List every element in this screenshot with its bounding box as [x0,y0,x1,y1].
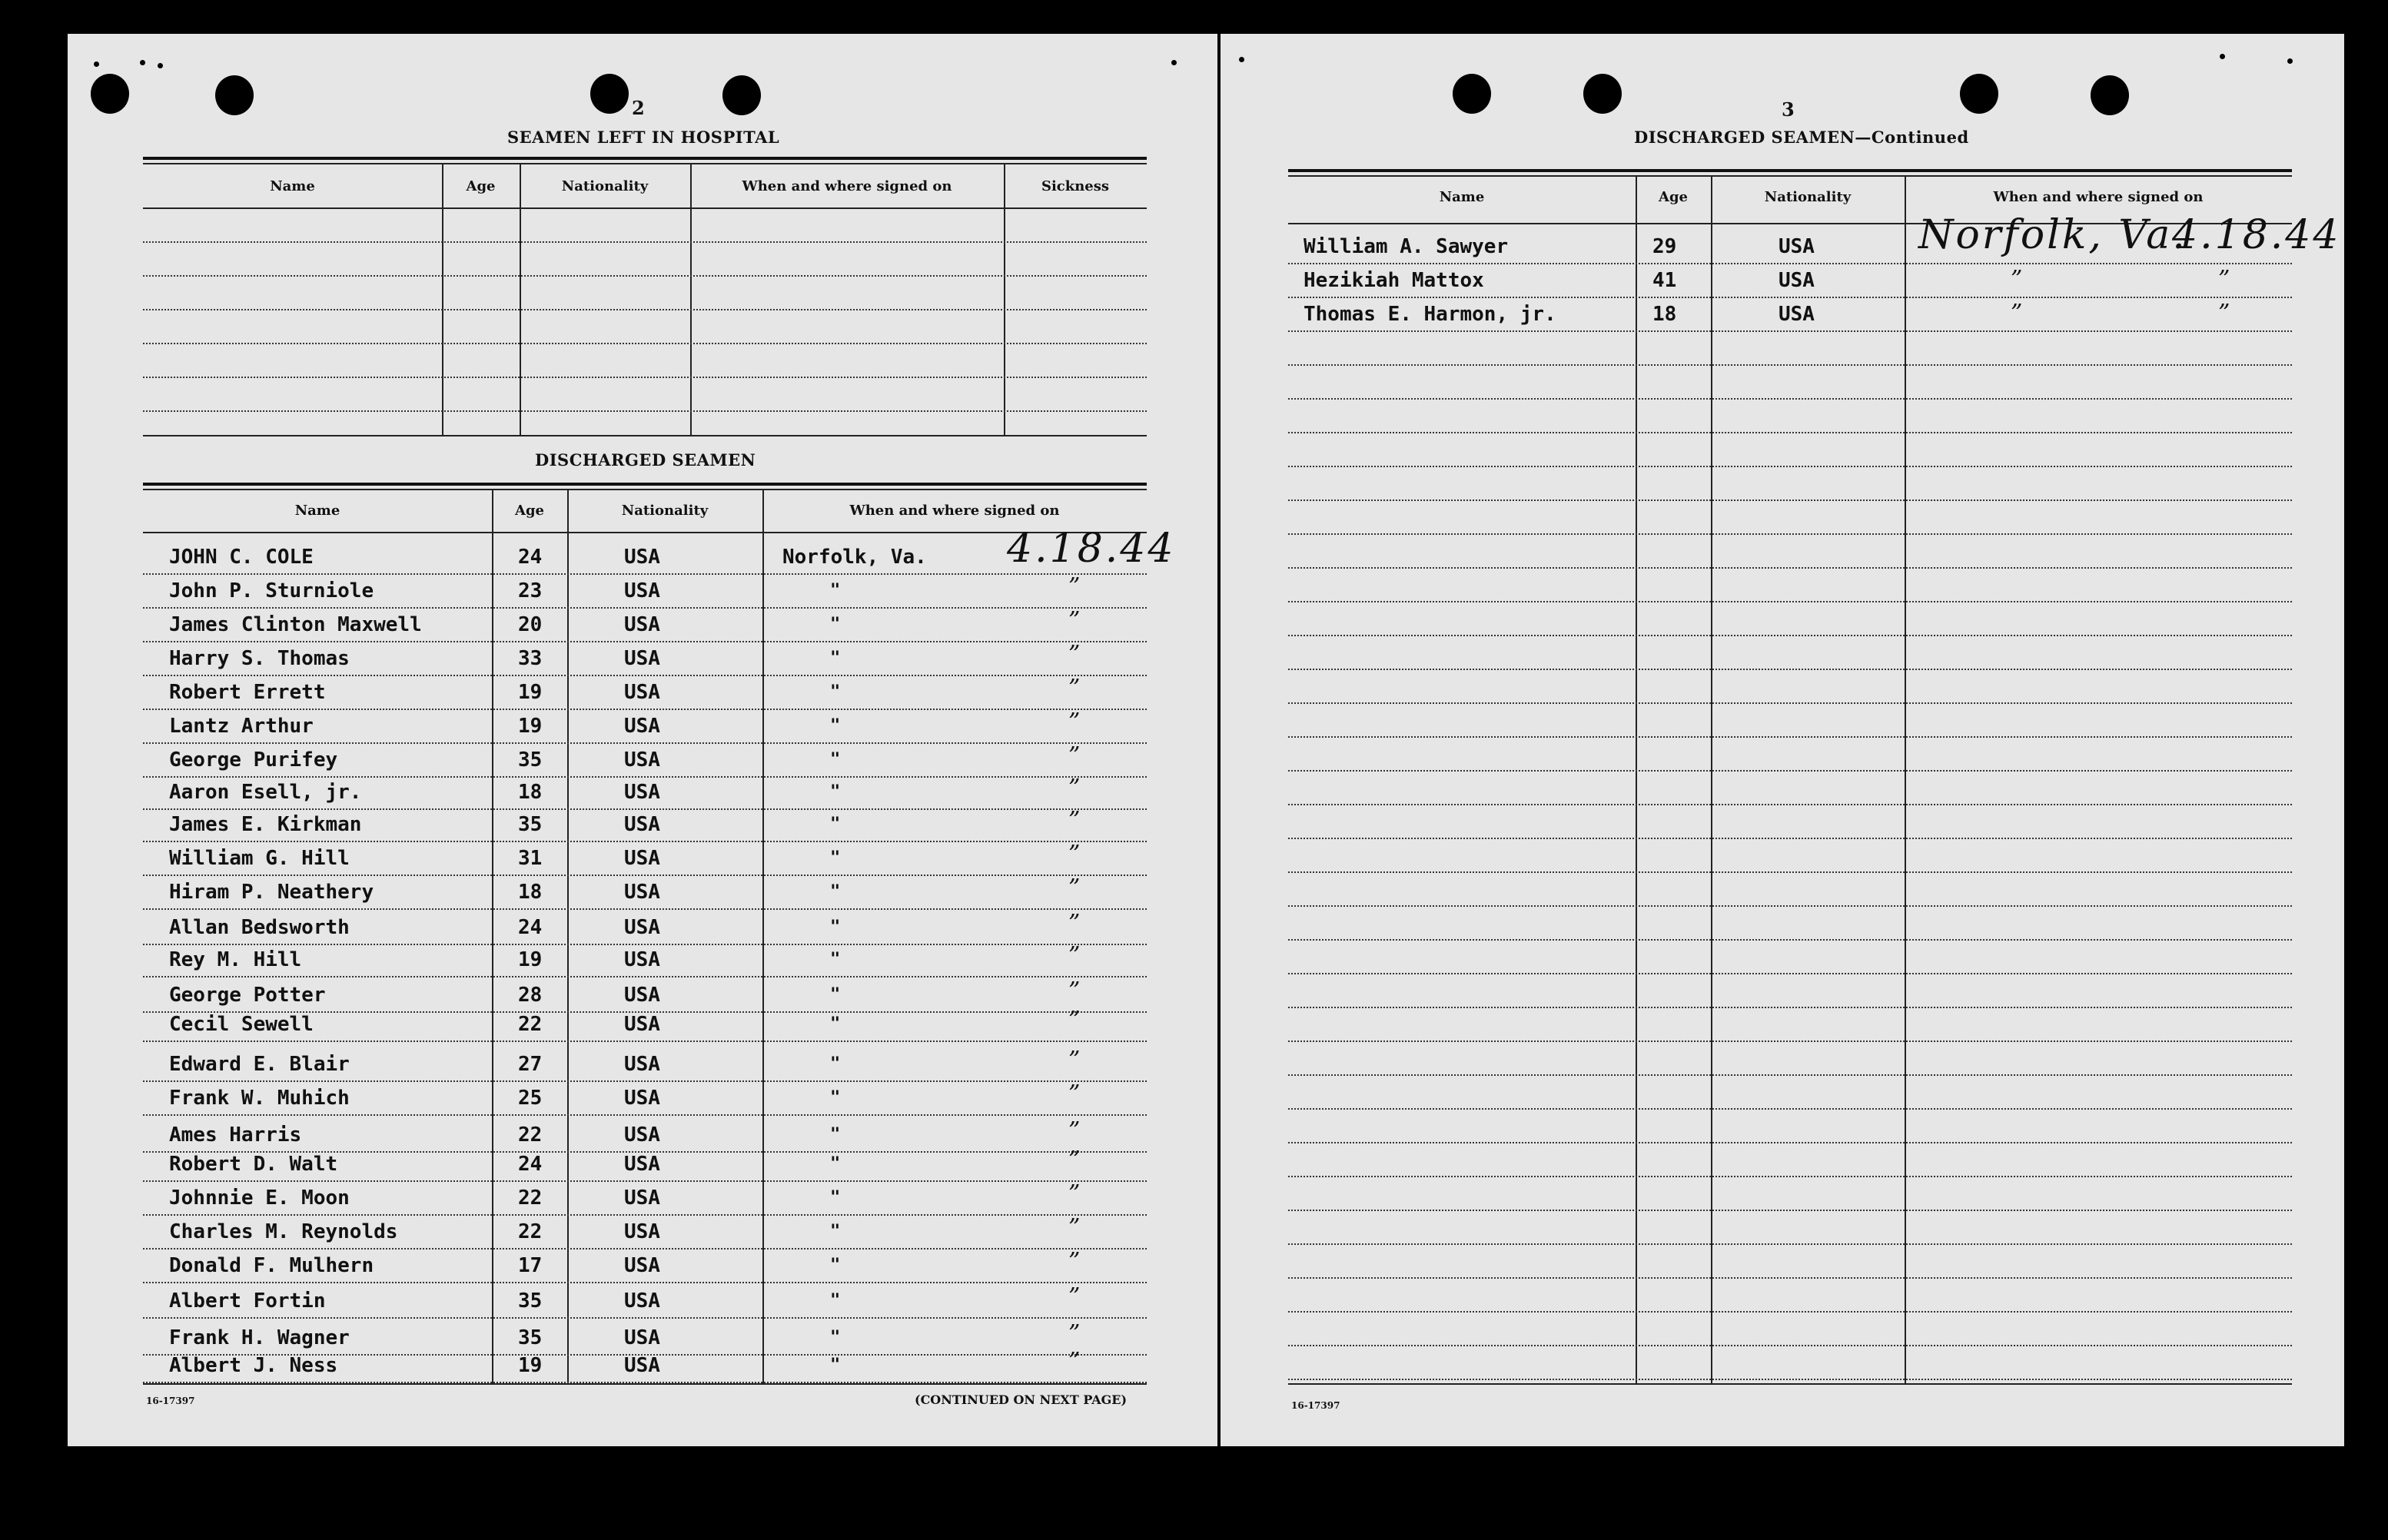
ditto-mark-date: ” [1068,775,1081,802]
seaman-age: 19 [518,948,543,971]
table-rule [143,163,1147,164]
row-rule [1288,263,2292,264]
column-rule [1905,175,1906,1383]
seaman-nationality: USA [1779,235,1815,258]
seaman-name: Allan Bedsworth [169,916,350,939]
seaman-name: Robert D. Walt [169,1153,338,1176]
ditto-mark-date: ” [1068,709,1081,735]
row-rule [143,875,1147,876]
row-rule [1288,1210,2292,1211]
seaman-nationality: USA [624,1123,660,1147]
ditto-mark-place: " [830,815,841,834]
column-header: When and where signed on [1993,189,2204,205]
seaman-name: Robert Errett [169,681,326,704]
seaman-age: 31 [518,847,543,870]
seaman-age: 22 [518,1013,543,1036]
speck [1171,60,1177,65]
row-rule [1288,1379,2292,1380]
ditto-mark-place: ” [2011,266,2023,293]
seaman-name: Cecil Sewell [169,1013,314,1036]
seaman-age: 22 [518,1220,543,1243]
row-rule [1288,702,2292,704]
form-code: 16-17397 [146,1396,195,1406]
seaman-nationality: USA [624,1187,660,1210]
seaman-name: Albert J. Ness [169,1354,338,1377]
discharged-section-title: DISCHARGED SEAMEN [535,450,756,470]
punch-hole [2091,75,2129,115]
seaman-age: 19 [518,681,543,704]
seaman-age: 24 [518,1153,543,1176]
row-rule [1288,364,2292,366]
seaman-name: John P. Sturniole [169,579,374,602]
seaman-age: 29 [1652,235,1677,258]
column-rule [442,163,443,435]
seaman-age: 41 [1652,269,1677,292]
seaman-name: George Purifey [169,748,338,772]
row-rule [143,908,1147,910]
ditto-mark-date: ” [1068,977,1081,1004]
seaman-nationality: USA [624,1289,660,1313]
column-rule [1004,163,1005,435]
punch-hole [590,74,629,114]
row-rule [143,808,1147,810]
seaman-age: 24 [518,546,543,569]
seaman-nationality: USA [624,1013,660,1036]
discharged-continued-title: DISCHARGED SEAMEN—Continued [1634,128,1969,147]
page-number: 3 [1782,98,1795,121]
seaman-age: 19 [518,1354,543,1377]
seaman-name: George Potter [169,984,326,1007]
row-rule [1288,871,2292,873]
seaman-nationality: USA [624,781,660,804]
form-code: 16-17397 [1291,1400,1340,1411]
seaman-age: 35 [518,1289,543,1313]
ditto-mark-date: ” [1068,1180,1081,1207]
row-rule [1288,635,2292,636]
row-rule [1288,736,2292,738]
continued-note: (CONTINUED ON NEXT PAGE) [915,1392,1128,1407]
seaman-name: Thomas E. Harmon, jr. [1304,303,1556,326]
seaman-age: 35 [518,1326,543,1349]
signed-on-date: 4.18.44 [1007,526,1176,572]
ditto-mark-place: " [830,782,841,802]
speck [140,60,145,65]
ditto-mark-date: ” [1068,807,1081,834]
seaman-age: 18 [518,781,543,804]
seaman-nationality: USA [624,1053,660,1076]
seaman-nationality: USA [624,847,660,870]
ditto-mark-place: " [830,1054,841,1074]
ditto-mark-place: " [830,848,841,868]
row-rule [143,776,1147,778]
speck [94,61,99,67]
row-rule [1288,330,2292,332]
table-rule [143,207,1147,209]
ditto-mark-date: ” [1068,641,1081,668]
ditto-mark-place: " [830,1328,841,1347]
seaman-age: 17 [518,1254,543,1277]
ditto-mark-place: " [830,1014,841,1034]
punch-hole [1960,74,1998,114]
row-rule [143,241,1147,243]
seaman-age: 25 [518,1087,543,1110]
seaman-name: William A. Sawyer [1304,235,1509,258]
seaman-nationality: USA [1779,269,1815,292]
row-rule [1288,1074,2292,1076]
seaman-nationality: USA [624,613,660,636]
column-header: Sickness [1041,178,1110,194]
punch-hole [215,75,254,115]
row-rule [143,377,1147,378]
ditto-mark-place: " [830,950,841,969]
row-rule [1288,973,2292,974]
column-rule [520,163,521,435]
seaman-nationality: USA [624,1354,660,1377]
row-rule [1288,669,2292,670]
row-rule [1288,297,2292,298]
row-rule [143,1040,1147,1042]
column-rule [1636,175,1637,1383]
seaman-nationality: USA [624,1326,660,1349]
row-rule [143,1317,1147,1319]
seaman-name: James Clinton Maxwell [169,613,422,636]
seaman-age: 18 [518,881,543,904]
ditto-mark-place: " [830,1291,841,1310]
ditto-mark-date: ” [1068,607,1081,634]
page-number: 2 [632,97,645,119]
row-rule [143,1114,1147,1116]
ditto-mark-place: " [830,682,841,702]
row-rule [1288,567,2292,569]
ditto-mark-date: ” [1068,1348,1081,1375]
column-header: Name [294,503,340,519]
hospital-section-title: SEAMEN LEFT IN HOSPITAL [507,128,780,147]
ditto-mark-date: ” [2218,300,2230,327]
seaman-name: Ames Harris [169,1123,302,1147]
ditto-mark-place: " [830,1222,841,1241]
row-rule [143,410,1147,412]
ditto-mark-place: " [830,581,841,600]
ditto-mark-place: " [830,1088,841,1107]
ditto-mark-date: ” [1068,1117,1081,1144]
ditto-mark-place: " [830,1125,841,1144]
row-rule [143,841,1147,842]
row-rule [1288,1142,2292,1143]
seaman-name: Hezikiah Mattox [1304,269,1484,292]
row-rule [1288,398,2292,400]
ditto-mark-date: ” [1068,1283,1081,1310]
row-rule [1288,1176,2292,1177]
ditto-mark-place: " [830,649,841,668]
row-rule [143,1214,1147,1216]
signed-on-place: Norfolk, Va. [1918,212,2187,258]
seaman-age: 28 [518,984,543,1007]
row-rule [1288,466,2292,467]
seaman-name: Hiram P. Neathery [169,881,374,904]
seaman-age: 23 [518,579,543,602]
punch-hole [1453,74,1491,114]
table-rule [1288,175,2292,177]
seaman-name: Edward E. Blair [169,1053,350,1076]
row-rule [143,343,1147,344]
seaman-name: William G. Hill [169,847,350,870]
ditto-mark-date: ” [1068,742,1081,769]
seaman-nationality: USA [624,681,660,704]
seaman-name: Charles M. Reynolds [169,1220,398,1243]
column-rule [1711,175,1712,1383]
row-rule [1288,939,2292,941]
column-header: Age [466,178,496,194]
row-rule [1288,838,2292,839]
seaman-name: Albert Fortin [169,1289,326,1313]
seaman-age: 33 [518,647,543,670]
row-rule [143,1080,1147,1082]
column-header: When and where signed on [742,178,952,194]
seaman-nationality: USA [624,579,660,602]
signed-on-date: 4.18.44 [2172,212,2341,258]
ditto-mark-date: ” [1068,1080,1081,1107]
ditto-mark-date: ” [1068,573,1081,600]
ditto-mark-date: ” [1068,1214,1081,1241]
punch-hole [91,74,129,114]
row-rule [1288,905,2292,907]
ditto-mark-date: ” [1068,675,1081,702]
seaman-nationality: USA [624,948,660,971]
row-rule [143,275,1147,277]
seaman-name: Rey M. Hill [169,948,302,971]
seaman-nationality: USA [624,546,660,569]
row-rule [1288,1040,2292,1042]
seaman-nationality: USA [624,1220,660,1243]
ditto-mark-date: ” [1068,1147,1081,1173]
speck [158,63,163,68]
seaman-age: 22 [518,1123,543,1147]
ditto-mark-date: ” [1068,1320,1081,1347]
row-rule [143,1180,1147,1182]
row-rule [1288,432,2292,433]
seaman-nationality: USA [624,1153,660,1176]
row-rule [143,641,1147,642]
row-rule [143,675,1147,676]
column-header: Age [1658,189,1688,205]
seaman-name: Aaron Esell, jr. [169,781,362,804]
seaman-age: 18 [1652,303,1677,326]
column-header: Name [270,178,315,194]
seaman-nationality: USA [624,881,660,904]
seaman-name: JOHN C. COLE [169,546,314,569]
seaman-age: 24 [518,916,543,939]
ditto-mark-date: ” [1068,875,1081,901]
table-rule [1288,169,2292,172]
column-header: Age [514,503,544,519]
seaman-age: 35 [518,813,543,836]
row-rule [1288,1108,2292,1110]
row-rule [1288,1277,2292,1279]
ditto-mark-place: " [830,1356,841,1375]
table-rule [143,489,1147,490]
speck [2287,58,2293,64]
seaman-age: 22 [518,1187,543,1210]
seaman-name: Frank H. Wagner [169,1326,350,1349]
speck [2220,54,2225,59]
row-rule [143,709,1147,710]
column-rule [690,163,692,435]
seaman-name: James E. Kirkman [169,813,362,836]
ditto-mark-date: ” [2218,266,2230,293]
seaman-nationality: USA [624,916,660,939]
ditto-mark-place: " [830,918,841,937]
seaman-name: Frank W. Muhich [169,1087,350,1110]
row-rule [1288,770,2292,772]
ditto-mark-place: " [830,882,841,901]
row-rule [1288,500,2292,501]
seaman-name: Harry S. Thomas [169,647,350,670]
seaman-nationality: USA [624,984,660,1007]
ditto-mark-date: ” [1068,910,1081,937]
row-rule [143,573,1147,575]
signed-on-place: Norfolk, Va. [782,546,927,569]
table-rule [143,435,1147,436]
row-rule [143,944,1147,945]
column-header: Name [1439,189,1485,205]
column-header: Nationality [561,178,649,194]
ditto-mark-date: ” [1068,1047,1081,1074]
table-rule [143,532,1147,533]
row-rule [143,976,1147,977]
ditto-mark-date: ” [1068,1007,1081,1034]
seaman-name: Johnnie E. Moon [169,1187,350,1210]
row-rule [1288,1007,2292,1008]
ditto-mark-place: ” [2011,300,2023,327]
speck [1239,57,1244,62]
ditto-mark-place: " [830,716,841,735]
ditto-mark-place: " [830,985,841,1004]
column-header: Nationality [621,503,709,519]
ditto-mark-place: " [830,615,841,634]
ditto-mark-date: ” [1068,1248,1081,1275]
seaman-name: Lantz Arthur [169,715,314,738]
column-header: When and where signed on [849,503,1060,519]
ditto-mark-date: ” [1068,942,1081,969]
row-rule [143,309,1147,310]
row-rule [143,607,1147,609]
row-rule [1288,1243,2292,1245]
punch-hole [1583,74,1622,114]
ditto-mark-place: " [830,1256,841,1275]
ditto-mark-place: " [830,750,841,769]
seaman-name: Donald F. Mulhern [169,1254,374,1277]
seaman-age: 20 [518,613,543,636]
punch-hole [722,75,761,115]
row-rule [143,1282,1147,1283]
table-rule [143,157,1147,160]
table-rule [1288,1383,2292,1385]
row-rule [1288,533,2292,535]
seaman-nationality: USA [624,647,660,670]
seaman-nationality: USA [624,1087,660,1110]
row-rule [143,742,1147,744]
table-rule [143,483,1147,486]
ditto-mark-place: " [830,1154,841,1173]
row-rule [1288,601,2292,602]
row-rule [1288,1345,2292,1346]
seaman-nationality: USA [624,748,660,772]
seaman-age: 19 [518,715,543,738]
seaman-nationality: USA [624,1254,660,1277]
seaman-nationality: USA [624,813,660,836]
ditto-mark-date: ” [1068,841,1081,868]
row-rule [1288,804,2292,805]
row-rule [1288,1311,2292,1313]
table-rule [143,1383,1147,1385]
seaman-age: 27 [518,1053,543,1076]
column-header: Nationality [1764,189,1852,205]
seaman-nationality: USA [1779,303,1815,326]
ditto-mark-place: " [830,1188,841,1207]
row-rule [143,1248,1147,1250]
seaman-age: 35 [518,748,543,772]
seaman-nationality: USA [624,715,660,738]
